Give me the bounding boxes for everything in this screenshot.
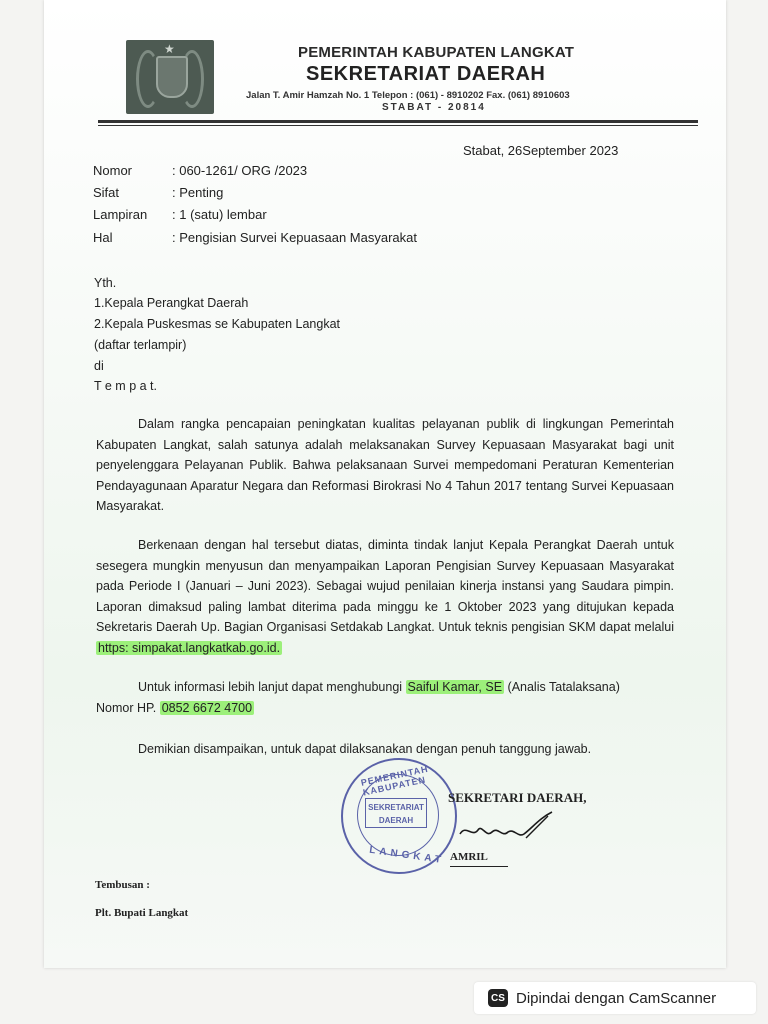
tembusan-item: Plt. Bupati Langkat bbox=[95, 907, 189, 919]
paragraph-3 bbox=[96, 677, 674, 718]
letterhead-rule-thin bbox=[98, 125, 698, 126]
addressee-line-1: 1.Kepala Perangkat Daerah bbox=[94, 296, 249, 310]
meta-value-sifat: : Penting bbox=[172, 185, 224, 200]
paragraph-1 bbox=[96, 414, 674, 517]
contact-person-role: (Analis Tatalaksana) bbox=[507, 680, 620, 694]
paragraph-3-intro: Untuk informasi lebih lanjut dapat menghubungi bbox=[138, 680, 403, 694]
meta-value-nomor: : 060-1261/ ORG /2023 bbox=[172, 163, 308, 178]
office-address: Jalan T. Amir Hamzah No. 1 Telepon : (061) - 8910202 Fax. (061) 8910603 bbox=[246, 90, 570, 101]
paragraph-1-text: Dalam rangka pencapaian peningkatan kualitas pelayanan publik di lingkungan Pemerintah Kabupaten Langkat, salah satunya adalah melaksanakan Survey Kepuasaan Masyarakat bagi unit penyelenggara Pelayanan Publik. Bahwa pelaksanaan Survei mempedomani Peraturan Kementerian Pendayagunaan Aparatur Negara dan Reformasi Birokrasi No 4 Tahun 2017 tentang Survei Kepuasaan Masyarakat. bbox=[96, 417, 674, 513]
stamp-center-line-2: DAERAH bbox=[378, 816, 414, 825]
stamp-bottom-text: LANGKAT bbox=[368, 844, 446, 867]
addressee-line-2: 2.Kepala Puskesmas se Kabupaten Langkat bbox=[94, 317, 341, 331]
meta-label-nomor: Nomor bbox=[93, 163, 133, 178]
meta-label-hal: Hal bbox=[93, 230, 113, 245]
paragraph-4 bbox=[96, 739, 674, 760]
camscanner-logo-icon: CS bbox=[488, 989, 508, 1007]
handwritten-signature bbox=[452, 808, 562, 852]
survey-website-link[interactable]: https: simpakat.langkatkab.go.id. bbox=[98, 640, 281, 655]
addressee-yth: Yth. bbox=[94, 276, 117, 290]
paragraph-2 bbox=[96, 535, 674, 658]
meta-value-hal: : Pengisian Survei Kepuasaan Masyarakat bbox=[172, 230, 417, 245]
paragraph-4-text: Demikian disampaikan, untuk dapat dilaksanakan dengan penuh tanggung jawab. bbox=[138, 742, 592, 756]
office-city: STABAT - 20814 bbox=[382, 102, 486, 113]
contact-person-name: Saiful Kamar, SE bbox=[407, 680, 503, 694]
paragraph-2-text: Berkenaan dengan hal tersebut diatas, diminta tindak lanjut Kepala Perangkat Daerah untuk sesegera mungkin menyusun dan menyampaikan Laporan Pengisian Survey Kepuasaan Masyarakat pada Periode I (Januari – Juni 2023). Sebagai wujud penilaian kinerja instansi yang Saudara pimpin. Laporan dimaksud paling lambat diterima pada minggu ke 1 Oktober 2023 yang ditujukan kepada Sekretaris Daerah Up. Bagian Organisasi Setdakab Langkat. Untuk teknis pengisian SKM dapat melalui bbox=[96, 538, 674, 634]
signatory-name: AMRIL bbox=[450, 851, 488, 863]
star-icon: ★ bbox=[164, 42, 175, 56]
addressee-line-3: (daftar terlampir) bbox=[94, 338, 187, 352]
addressee-di: di bbox=[94, 359, 104, 373]
stamp-top-text: PEMERINTAH KABUPATEN bbox=[359, 763, 430, 798]
stamp-center-box bbox=[365, 798, 427, 828]
letter-date: Stabat, 26September 2023 bbox=[463, 143, 619, 158]
stamp-center-line-1: SEKRETARIAT bbox=[368, 803, 424, 812]
tembusan-label: Tembusan : bbox=[95, 879, 150, 891]
meta-label-lampiran: Lampiran bbox=[93, 207, 148, 222]
signature-underline bbox=[450, 866, 508, 867]
phone-label: Nomor HP. bbox=[96, 700, 157, 715]
official-stamp bbox=[341, 758, 457, 874]
office-name: SEKRETARIAT DAERAH bbox=[306, 63, 546, 85]
regency-emblem-logo bbox=[126, 40, 214, 114]
scanner-watermark bbox=[474, 982, 756, 1014]
meta-value-lampiran: : 1 (satu) lembar bbox=[172, 207, 267, 222]
signatory-title: SEKRETARI DAERAH, bbox=[448, 790, 587, 805]
contact-phone-number[interactable]: 0852 6672 4700 bbox=[161, 700, 253, 715]
government-name: PEMERINTAH KABUPATEN LANGKAT bbox=[298, 44, 575, 61]
letterhead-rule-thick bbox=[98, 120, 698, 123]
scanner-watermark-text: Dipindai dengan CamScanner bbox=[516, 989, 717, 1007]
meta-label-sifat: Sifat bbox=[93, 185, 120, 200]
shield-icon bbox=[156, 56, 188, 98]
addressee-tempat: T e m p a t. bbox=[94, 379, 157, 393]
